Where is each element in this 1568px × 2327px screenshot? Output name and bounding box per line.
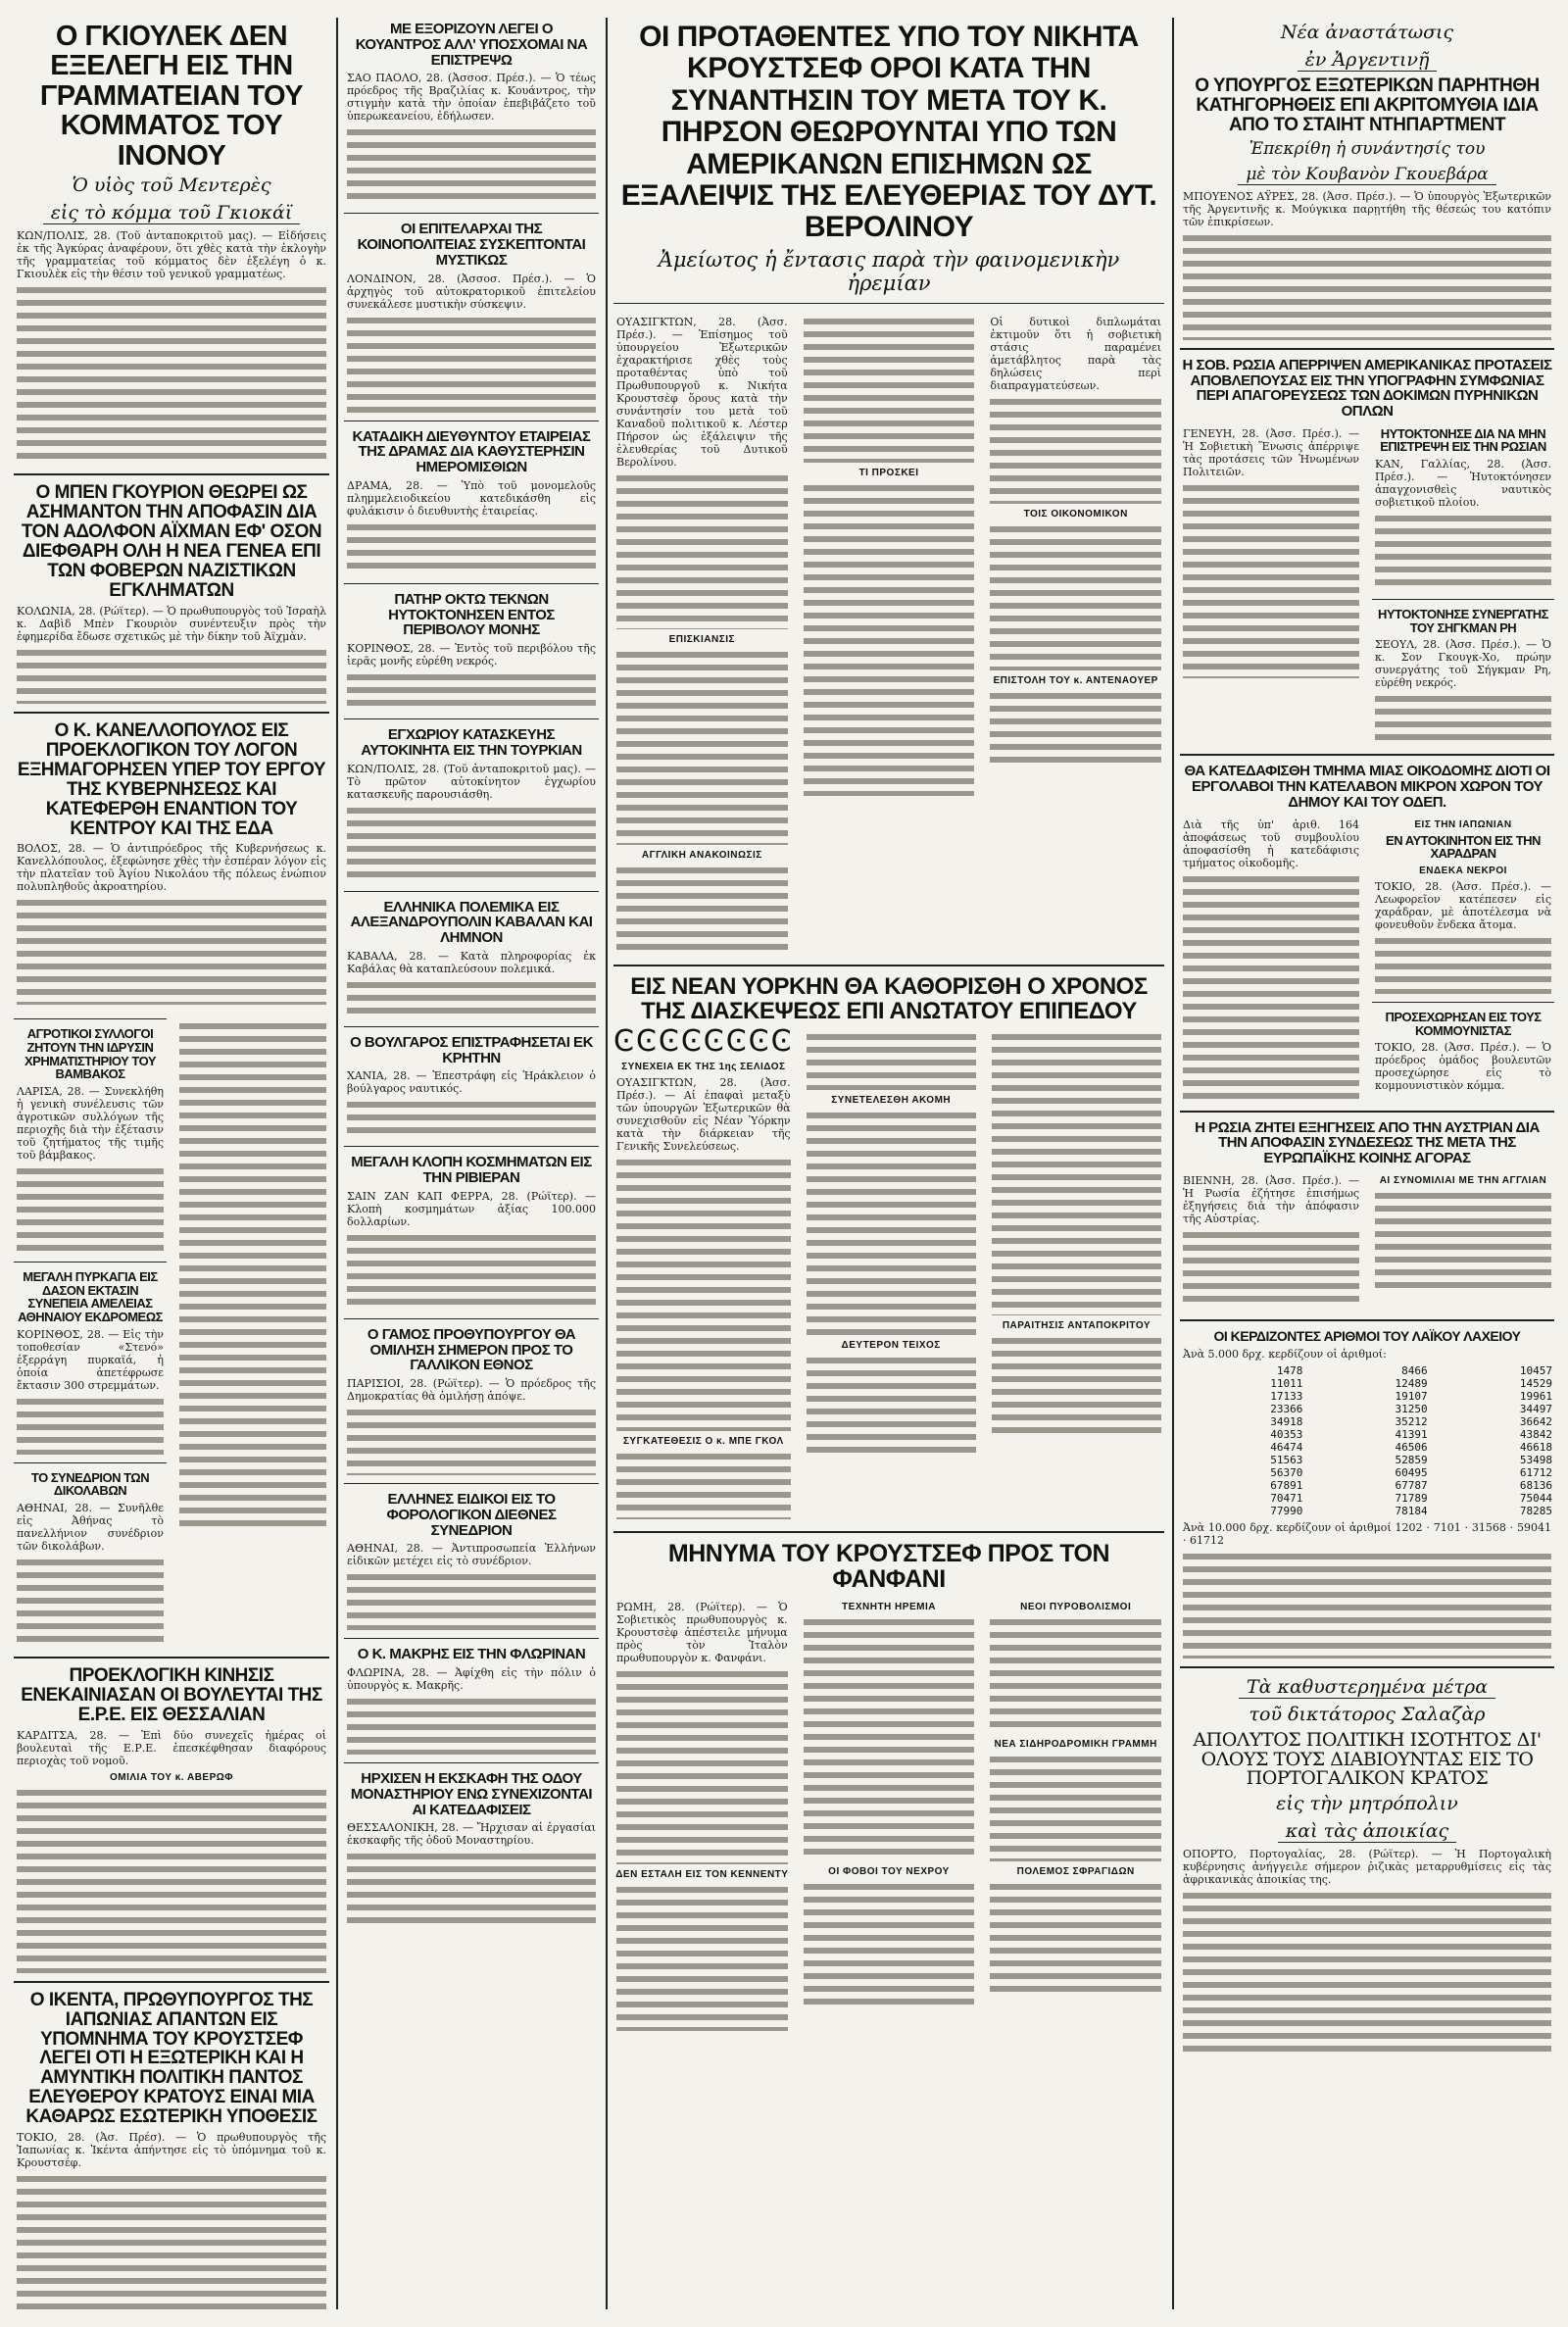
article-body-continued — [1375, 1190, 1551, 1288]
lottery-number: 8466 — [1401, 1363, 1428, 1377]
lottery-row — [1180, 1377, 1554, 1390]
article-body: ΧΑΝΙΑ, 28. — Ἐπεστράφη εἰς Ἡράκλειον ὁ βούλγαρος ναυτικός. — [347, 1069, 596, 1096]
article-body-continued — [616, 1157, 791, 1431]
divider — [1180, 1666, 1554, 1668]
article-body-continued — [616, 1451, 791, 1519]
subhead: ΣΥΓΚΑΤΕΘΕΣΙΣ Ο κ. ΜΠΕ ΓΚΟΛ — [622, 1436, 784, 1448]
headline: Η ΡΩΣΙΑ ΖΗΤΕΙ ΕΞΗΓΗΣΕΙΣ ΑΠΟ ΤΗΝ ΑΥΣΤΡΙΑΝ ΔΙΑ ΤΗΝ ΑΠΟΦΑΣΙΝ ΣΥΝΔΕΣΕΩΣ ΤΗΣ ΜΕΤΑ ΤΗΣ ΕΥΡΩΠΑΪΚΗΣ ΚΟΙΝΗΣ ΑΓΟΡΑΣ — [1195, 1118, 1540, 1167]
divider — [344, 891, 599, 892]
lottery-number: 40353 — [1270, 1427, 1303, 1441]
article-body-continued — [616, 649, 788, 845]
msg-col-b — [801, 1597, 978, 2035]
lottery-table — [1180, 1364, 1554, 1517]
msg-col-c — [987, 1597, 1164, 2035]
article-body-continued — [616, 1668, 788, 1864]
article-body: ΤΟΚΙΟ, 28. (Ἀσ. Πρέσ). — Ὁ πρωθυπουργὸς τῆς Ἰαπωνίας κ. Ἰκέντα ἀπήντησε εἰς τὸ ὑπόμνημα τοῦ κ. Κρουστσέφ. — [17, 2131, 326, 2170]
article-body: ΟΥΑΣΙΓΚΤΩΝ, 28. (Ἀσσ. Πρέσ.). — Αἱ ἐπαφαὶ μεταξὺ τῶν ὑπουργῶν Ἐξωτερικῶν θὰ συνεχισθοῦν εἰς Νέαν Ὑόρκην κατὰ τὴν διάρκειαν τῆς Γενικῆς Συνελεύσεως. — [616, 1076, 791, 1154]
deck-text: Τὰ καθυστερημένα μέτρα — [1239, 1676, 1495, 1699]
article-body-continued — [616, 865, 788, 953]
story-ben-gurion — [14, 483, 329, 704]
lottery-number: 14529 — [1519, 1376, 1552, 1390]
headline: ΗΡΧΙΣΕΝ Η ΕΚΣΚΑΦΗ ΤΗΣ ΟΔΟΥ ΜΟΝΑΣΤΗΡΙΟΥ ΕΝΩ ΣΥΝΕΧΙΖΟΝΤΑΙ ΑΙ ΚΑΤΕΔΑΦΙΣΕΙΣ — [350, 1770, 593, 1818]
lottery-number: 17133 — [1270, 1389, 1303, 1403]
story-bulgarian — [344, 1035, 599, 1139]
lottery-number: 36642 — [1519, 1414, 1552, 1428]
divider — [1180, 1111, 1554, 1113]
article-body: ΑΘΗΝΑΙ, 28. — Συνῆλθε εἰς Ἀθήνας τὸ πανελλήνιον συνέδριον τῶν δικολάβων. — [17, 1501, 164, 1553]
lottery-number: 1478 — [1276, 1363, 1303, 1377]
story-warships — [344, 900, 599, 1018]
article-body: ΔΡΑΜΑ, 28. — Ὑπὸ τοῦ μονομελοῦς πλημμελειοδικείου κατεδικάσθη εἰς φυλάκισιν ὁ διευθυντὴς ἑταιρείας. — [347, 478, 596, 518]
story-commonwealth — [344, 222, 599, 412]
headline: ΕΓΧΩΡΙΟΥ ΚΑΤΑΣΚΕΥΗΣ ΑΥΤΟΚΙΝΗΤΑ ΕΙΣ ΤΗΝ ΤΟΥΡΚΙΑΝ — [361, 726, 582, 759]
left — [1180, 423, 1362, 747]
lottery-number: 67787 — [1395, 1478, 1428, 1492]
divider — [14, 1018, 167, 1019]
divider — [344, 718, 599, 719]
divider — [613, 1531, 1164, 1533]
ornament-wave: ϾϾϾϾϾϾϾϾ — [613, 1027, 794, 1058]
left — [1180, 1170, 1362, 1312]
column-3 — [613, 18, 1164, 2309]
subhead: ΠΑΡΑΙΤΗΣΙΣ ΑΝΤΑΠΟΚΡΙΤΟΥ — [1002, 1320, 1151, 1332]
lottery-row — [1180, 1441, 1554, 1454]
divider — [14, 712, 329, 714]
story-nuclear-tests — [1180, 358, 1554, 747]
right — [1372, 423, 1554, 747]
lottery-number: 41391 — [1395, 1427, 1428, 1441]
divider — [344, 1318, 599, 1319]
deck — [1180, 1676, 1554, 1698]
lottery-number: 51563 — [1270, 1453, 1303, 1466]
article-body-continued — [347, 1571, 596, 1630]
article-body: ΚΑΝ, Γαλλίας, 28. (Ἀσσ. Πρέσ.). — Ἠυτοκτόνησεν ἀπαγχονισθεὶς ναυτικὸς σοβιετικοῦ πλοίου. — [1375, 458, 1551, 510]
article-body: ΛΟΝΔΙΝΟΝ, 28. (Ἀσσοσ. Πρέσ.). — Ὁ ἀρχηγὸς τοῦ αὐτοκρατορικοῦ ἐπιτελείου συνεκάλεσε μυστικὴν σύσκεψιν. — [347, 272, 596, 311]
deck — [1180, 49, 1554, 71]
article-body-continued — [1183, 1229, 1359, 1308]
article-body: ΚΟΡΙΝΘΟΣ, 28. — Ἐντὸς τοῦ περιβόλου τῆς ἱερᾶς μονῆς εὑρέθη νεκρός. — [347, 642, 596, 668]
article-body: ΡΩΜΗ, 28. (Ρώϊτερ). — Ὁ Σοβιετικὸς πρωθυπουργὸς κ. Κρουστσὲφ ἀπέστειλε μήνυμα πρὸς τὸν Ἰταλὸν πρωθυπουργὸν κ. Φανφάνι. — [616, 1600, 788, 1664]
article-body: ΛΑΡΙΣΑ, 28. — Συνεκλήθη ἡ γενικὴ συνέλευσις τῶν ἀγροτικῶν συλλόγων τῆς περιοχῆς διὰ τὴν ἐξέτασιν τοῦ ζητήματος τῆς τιμῆς τοῦ βάμβακος. — [17, 1085, 164, 1162]
article-body-continued — [804, 1881, 975, 2008]
story-salazar — [1180, 1676, 1554, 2057]
headline: Η ΣΟΒ. ΡΩΣΙΑ ΑΠΕΡΡΙΨΕΝ ΑΜΕΡΙΚΑΝΙΚΑΣ ΠΡΟΤΑΣΕΙΣ ΑΠΟΒΛΕΠΟΥΣΑΣ ΕΙΣ ΤΗΝ ΥΠΟΓΡΑΦΗΝ ΣΥΜΦΩΝΙΑΣ ΠΕΡΙ ΑΠΑΓΟΡΕΥΣΕΩΣ ΤΩΝ ΔΟΚΙΜΩΝ ΠΥΡΗΝΙΚΩΝ ΟΠΛΩΝ — [1182, 356, 1552, 421]
article-body-continued — [1375, 693, 1551, 742]
ny-columns — [613, 1027, 1164, 1523]
article-body-continued — [347, 1232, 596, 1311]
article-body-continued — [804, 316, 975, 463]
ny-col-a — [613, 1027, 794, 1523]
lottery-number: 46474 — [1270, 1440, 1303, 1454]
headline: Ο ΥΠΟΥΡΓΟΣ ΕΞΩΤΕΡΙΚΩΝ ΠΑΡΗΤΗΘΗ ΚΑΤΗΓΟΡΗΘΕΙΣ ΕΠΙ ΑΚΡΙΤΟΜΥΘΙΑ ΙΔΙΑ ΑΠΟ ΤΟ ΣΤΑΙΗΤ ΝΤΗΠΑΡΤΜΕΝΤ — [1195, 75, 1540, 135]
lottery-row — [1180, 1415, 1554, 1428]
headline: ΤΟ ΣΥΝΕΔΡΙΟΝ ΤΩΝ ΔΙΚΟΛΑΒΩΝ — [30, 1469, 150, 1499]
column-1 — [14, 18, 329, 2309]
divider — [344, 1026, 599, 1027]
divider — [1372, 1002, 1554, 1003]
two-col — [1180, 815, 1554, 1103]
subhead: ΕΝΔΕΚΑ ΝΕΚΡΟΙ — [1419, 865, 1507, 876]
divider — [1372, 599, 1554, 600]
subhead: ΟΜΙΛΙΑ ΤΟΥ κ. ΑΒΕΡΩΦ — [110, 1771, 233, 1783]
article-body: ΜΠΟΥΕΝΟΣ ΑΫΡΕΣ, 28. (Ἀσσ. Πρέσ.). — Ὁ ὑπουργὸς Ἐξωτερικῶν τῆς Ἀργεντινῆς κ. Μούγκικα παρῃτήθη τῆς θέσεώς του κατόπιν τῶν ἐπικρίσεων. — [1183, 189, 1551, 228]
article-body-continued — [807, 1031, 976, 1090]
article-body-continued — [17, 1165, 164, 1254]
story-quadros — [344, 22, 599, 205]
subhead: ΕΠΙΣΚΙΑΝΣΙΣ — [668, 633, 736, 645]
lottery-number: 46618 — [1519, 1440, 1552, 1454]
article-body-continued — [1375, 513, 1551, 591]
lottery-number: 77990 — [1270, 1504, 1303, 1517]
lottery-number: 56370 — [1270, 1465, 1303, 1479]
story-ikeda — [14, 1991, 329, 2309]
lottery-number: 78285 — [1519, 1504, 1552, 1517]
article-body-continued — [616, 1884, 788, 2031]
article-body: ΚΩΝ/ΠΟΛΙΣ, 28. (Τοῦ ἀνταποκριτοῦ μας). — Τὸ πρῶτον αὐτοκίνητον ἐγχωρίου κατασκευῆς παρουσιάσθη. — [347, 762, 596, 801]
article-body: ΑΘΗΝΑΙ, 28. — Ἀντιπροσωπεία Ἑλλήνων εἰδικῶν μετέχει εἰς τὸ συνέδριον. — [347, 1542, 596, 1568]
article-body-continued — [990, 690, 1161, 768]
lead-columns — [613, 312, 1164, 957]
divider — [344, 1146, 599, 1147]
article-body: ΤΟΚΙΟ, 28. (Ἀσσ. Πρέσ.). — Λεωφορεῖον κατέπεσεν εἰς χαράδραν, μὲ ἀποτέλεσμα νὰ φονευθοῦν ἕνδεκα ἄτομα. — [1375, 879, 1551, 931]
divider — [14, 1262, 167, 1263]
article-body-continued — [347, 1407, 596, 1475]
article-body-continued — [17, 1787, 326, 1973]
article-body-continued — [990, 1881, 1161, 1999]
deck-text: εἰς τὸ κόμμα τοῦ Γκιοκάϊ — [43, 202, 301, 224]
article-body: ΒΟΛΟΣ, 28. — Ὁ ἀντιπρόεδρος τῆς Κυβερνήσεως κ. Κανελλόπουλος, ἐξεφώνησε χθὲς τὴν ἑσπέραν λόγον εἰς τὴν πλατεῖαν τοῦ Ἁγίου Νικολάου τῆς πόλεως ἐνώπιον πολυπληθοῦς ἀκροατηρίου. — [17, 842, 326, 894]
lottery-number: 34918 — [1270, 1414, 1303, 1428]
article-body-continued — [1183, 1551, 1551, 1659]
divider — [14, 1462, 167, 1463]
subhead: ΑΓΓΛΙΚΗ ΑΝΑΚΟΙΝΩΣΙΣ — [641, 849, 762, 861]
story-kanellopoulos — [14, 721, 329, 1006]
subhead: ΔΕΝ ΕΣΤΑΛΗ ΕΙΣ ΤΟΝ ΚΕΝΝΕΝΤΥ — [615, 1868, 789, 1880]
lottery-number: 78184 — [1395, 1504, 1428, 1517]
lottery-number: 11011 — [1270, 1376, 1303, 1390]
deck: Ὁ υἱὸς τοῦ Μεντερὲς — [72, 174, 271, 197]
lottery-number: 52859 — [1395, 1453, 1428, 1466]
story-fanfani — [613, 1541, 1164, 2035]
headline: ΜΗΝΥΜΑ ΤΟΥ ΚΡΟΥΣΤΣΕΦ ΠΡΟΣ ΤΟΝ ΦΑΝΦΑΝΙ — [667, 1540, 1110, 1594]
lottery-number: 19961 — [1519, 1389, 1552, 1403]
divider — [344, 583, 599, 584]
left — [1180, 815, 1362, 1103]
deck: Νέα ἀναστάτωσις — [1280, 22, 1454, 43]
two-col — [1180, 1170, 1554, 1312]
lottery-row — [1180, 1390, 1554, 1403]
subhead: ΕΙΣ ΤΗΝ ΙΑΠΩΝΙΑΝ — [1414, 818, 1512, 830]
headline: ΠΑΤΗΡ ΟΚΤΩ ΤΕΚΝΩΝ ΗΥΤΟΚΤΟΝΗΣΕΝ ΕΝΤΟΣ ΠΕΡΙΒΟΛΟΥ ΜΟΝΗΣ — [388, 590, 555, 639]
article-body-continued — [17, 897, 326, 1005]
lottery-number: 12489 — [1395, 1376, 1428, 1390]
article-body: ΟΠΟΡΤΟ, Πορτογαλίας, 28. (Ρώϊτερ). — Ἡ Πορτογαλικὴ κυβέρνησις ἀνήγγειλε σήμερον ῥιζικὰς μεταρρυθμίσεις εἰς τὰς ἀφρικανικὰς ἀποικίας της. — [1183, 1848, 1551, 1887]
article-body: ΦΛΩΡΙΝΑ, 28. — Ἀφίχθη εἰς τὴν πόλιν ὁ ὑπουργὸς κ. Μακρῆς. — [347, 1666, 596, 1692]
story-khrushchev-lead — [613, 22, 1164, 957]
article-body: ΣΑΟ ΠΑΟΛΟ, 28. (Ἀσσοσ. Πρέσ.). — Ὁ τέως πρόεδρος τῆς Βραζιλίας κ. Κουάντρος, τὴν στιγμὴν κατὰ τὴν ὁποίαν ἐπεβιβάζετο τοῦ ὑπερωκεανείου, ἐδήλωσεν. — [347, 72, 596, 124]
lottery-number: 31250 — [1395, 1402, 1428, 1415]
subhead: ΑΙ ΣΥΝΟΜΙΛΙΑΙ ΜΕ ΤΗΝ ΑΓΓΛΙΑΝ — [1379, 1174, 1547, 1186]
headline: ΕΝ ΑΥΤΟΚΙΝΗΤΟΝ ΕΙΣ ΤΗΝ ΧΑΡΑΔΡΑΝ — [1386, 832, 1541, 862]
article-body-continued — [17, 647, 326, 704]
deck-text: καὶ τὰς ἀποικίας — [1278, 1820, 1456, 1843]
article-body-continued — [1183, 873, 1359, 1099]
lottery-number: 34497 — [1519, 1402, 1552, 1415]
two-col — [1180, 423, 1554, 747]
article-body-continued — [347, 1851, 596, 1929]
headline: ΚΑΤΑΔΙΚΗ ΔΙΕΥΘΥΝΤΟΥ ΕΤΑΙΡΕΙΑΣ ΤΗΣ ΔΡΑΜΑΣ ΔΙΑ ΚΑΘΥΣΤΕΡΗΣΙΝ ΗΜΕΡΟΜΙΣΘΙΩΝ — [352, 427, 591, 475]
article-body-continued — [807, 1110, 976, 1335]
article-body-continued — [992, 1031, 1161, 1315]
deck — [1180, 165, 1554, 184]
subhead: ΝΕΟΙ ΠΥΡΟΒΟΛΙΣΜΟΙ — [1020, 1601, 1132, 1612]
subhead: ΣΥΝΕΧΕΙΑ ΕΚ ΤΗΣ 1ης ΣΕΛΙΔΟΣ — [621, 1062, 786, 1073]
article-body: ΒΙΕΝΝΗ, 28. (Ἀσσ. Πρέσ.). — Ἡ Ρωσία ἐζήτησε ἐπισήμως ἐξηγήσεις διὰ τὴν ἀπόφασιν τῆς Αὐστρίας. — [1183, 1173, 1359, 1225]
column-4 — [1180, 18, 1554, 2309]
article-body-continued — [990, 1754, 1161, 1861]
split-left — [14, 1011, 167, 1648]
article-body: ΚΑΒΑΛΑ, 28. — Κατὰ πληροφορίας ἐκ Καβάλας θὰ καταπλεύσουν πολεμικά. — [347, 949, 596, 975]
subhead: ΟΙ ΦΟΒΟΙ ΤΟΥ ΝΕΧΡΟΥ — [828, 1865, 950, 1877]
story-argentina — [1180, 22, 1554, 340]
article-body-continued — [990, 523, 1161, 670]
deck: Ἐπεκρίθη ἡ συνάντησίς του — [1249, 138, 1486, 159]
subhead: ΤΙ ΠΡΟΣΚΕΙ — [858, 467, 919, 478]
lottery-number: 75044 — [1519, 1491, 1552, 1505]
deck-text: ἐν Ἀργεντινῇ — [1298, 49, 1438, 72]
article-body-continued — [804, 482, 975, 796]
article-body-continued — [17, 1396, 164, 1455]
article-body: ΘΕΣΣΑΛΟΝΙΚΗ, 28. — Ἤρχισαν αἱ ἐργασίαι ἐκσκαφῆς τῆς ὁδοῦ Μοναστηρίου. — [347, 1821, 596, 1848]
split-right — [176, 1011, 329, 1648]
article-body: Διὰ τῆς ὑπ' ἀριθ. 164 ἀποφάσεως τοῦ συμβουλίου ἀποφασίσθη ἡ κατεδάφισις τμήματος οἰκοδομῆς. — [1183, 817, 1359, 869]
article-body-continued — [1183, 232, 1551, 340]
story-austria — [1180, 1120, 1554, 1312]
article-body-continued — [17, 2173, 326, 2309]
lottery-number: 43842 — [1519, 1427, 1552, 1441]
subhead: ΔΕΥΤΕΡΟΝ ΤΕΙΧΟΣ — [841, 1340, 941, 1352]
column-rule — [336, 18, 338, 2309]
headline: ΗΥΤΟΚΤΟΝΗΣΕ ΔΙΑ ΝΑ ΜΗΝ ΕΠΙΣΤΡΕΨΗ ΕΙΣ ΤΗΝ ΡΩΣΙΑΝ — [1380, 425, 1546, 455]
lottery-number: 70471 — [1270, 1491, 1303, 1505]
lead-col-c — [987, 312, 1164, 957]
article-body-continued — [347, 671, 596, 711]
lottery-row — [1180, 1428, 1554, 1441]
article-body-continued — [179, 1020, 326, 1530]
lottery-extra: Ἀνὰ 10.000 δρχ. κερδίζουν οἱ ἀριθμοί 1202 · 7101 · 31568 · 59041 · 61712 — [1183, 1520, 1551, 1547]
article-body-continued — [1183, 482, 1359, 678]
article-body-continued — [1375, 935, 1551, 994]
deck: εἰς τὴν μητρόπολιν — [1276, 1793, 1458, 1815]
right — [1372, 1170, 1554, 1312]
ny-col-c — [989, 1027, 1164, 1523]
headline: ΕΛΛΗΝΕΣ ΕΙΔΙΚΟΙ ΕΙΣ ΤΟ ΦΟΡΟΛΟΓΙΚΟΝ ΔΙΕΘΝΕΣ ΣΥΝΕΔΡΙΟΝ — [386, 1491, 557, 1539]
story-demolition — [1180, 764, 1554, 1102]
lottery-number: 67891 — [1270, 1478, 1303, 1492]
divider — [1180, 754, 1554, 756]
article-body-continued — [17, 284, 326, 466]
headline: Ο Κ. ΜΑΚΡΗΣ ΕΙΣ ΤΗΝ ΦΛΩΡΙΝΑΝ — [357, 1646, 586, 1663]
deck: Ἀμείωτος ἡ ἔντασις παρὰ τὴν φαινομενικὴν ἠρεμίαν — [658, 247, 1120, 295]
ny-col-b — [804, 1027, 979, 1523]
article-body-continued — [347, 979, 596, 1018]
article-body-continued — [990, 396, 1161, 504]
headline: ΟΙ ΕΠΙΤΕΛΑΡΧΑΙ ΤΗΣ ΚΟΙΝΟΠΟΛΙΤΕΙΑΣ ΣΥΣΚΕΠΤΟΝΤΑΙ ΜΥΣΤΙΚΩΣ — [357, 221, 586, 269]
subhead: ΝΕΑ ΣΙΔΗΡΟΔΡΟΜΙΚΗ ΓΡΑΜΜΗ — [994, 1738, 1157, 1750]
headline: ΑΠΟΛΥΤΟΣ ΠΟΛΙΤΙΚΗ ΙΣΟΤΗΤΟΣ ΔΙ' ΟΛΟΥΣ ΤΟΥΣ ΔΙΑΒΙΟΥΝΤΑΣ ΕΙΣ ΤΟ ΠΟΡΤΟΓΑΛΙΚΟΝ ΚΡΑΤΟΣ — [1193, 1728, 1542, 1790]
deck — [1180, 1820, 1554, 1842]
lottery-number: 10457 — [1519, 1363, 1552, 1377]
article-body-continued — [807, 1355, 976, 1453]
article-body-continued — [347, 521, 596, 575]
lead-col-a — [613, 312, 791, 957]
headline: Ο ΓΑΜΟΣ ΠΡΟΘΥΠΟΥΡΓΟΥ ΘΑ ΟΜΙΛΗΣΗ ΣΗΜΕΡΟΝ ΠΡΟΣ ΤΟ ΓΑΛΛΙΚΟΝ ΕΘΝΟΣ — [367, 1325, 576, 1374]
article-body-continued — [1183, 1890, 1551, 2056]
article-body: ΚΟΡΙΝΘΟΣ, 28. — Εἰς τὴν τοποθεσίαν «Στενό» ἐξερράγη πυρκαϊά, ἡ ὁποία ἀπετέφρωσε ἔκτασιν 300 στρεμμάτων. — [17, 1327, 164, 1392]
divider — [344, 1638, 599, 1639]
headline: ΕΙΣ ΝΕΑΝ ΥΟΡΚΗΝ ΘΑ ΚΑΘΟΡΙΣΘΗ Ο ΧΡΟΝΟΣ ΤΗΣ ΔΙΑΣΚΕΨΕΩΣ ΕΠΙ ΑΝΩΤΑΤΟΥ ΕΠΙΠΕΔΟΥ — [630, 972, 1148, 1024]
article-body-continued — [992, 1335, 1161, 1433]
divider — [14, 1657, 329, 1659]
headline: ΜΕΓΑΛΗ ΚΛΟΠΗ ΚΟΣΜΗΜΑΤΩΝ ΕΙΣ ΤΗΝ ΡΙΒΙΕΡΑΝ — [351, 1154, 592, 1186]
headline: Ο ΒΟΥΛΓΑΡΟΣ ΕΠΙΣΤΡΑΦΗΣΕΤΑΙ ΕΚ ΚΡΗΤΗΝ — [350, 1033, 593, 1066]
article-body: ΚΩΝ/ΠΟΛΙΣ, 28. (Τοῦ ἀνταποκριτοῦ μας). — Εἰδήσεις ἐκ τῆς Ἀγκύρας ἀναφέρουν, ὅτι χθὲς κατὰ τὴν ἐκλογὴν τῆς γραμματείας τοῦ κόμματος δὲν ἐξελέγη ὁ κ. Γκιουλὲκ εἰς τὴν θέσιν τοῦ γενικοῦ γραμματέως. — [17, 229, 326, 281]
lottery-number: 53498 — [1519, 1453, 1552, 1466]
lottery-number: 35212 — [1395, 1414, 1428, 1428]
lead-col-b — [801, 312, 978, 957]
subhead: ΠΟΛΕΜΟΣ ΣΦΡΑΓΙΔΩΝ — [1016, 1865, 1135, 1877]
lottery-number: 46506 — [1395, 1440, 1428, 1454]
article-body-continued — [347, 315, 596, 413]
article-body-continued — [804, 1616, 975, 1861]
headline: ΑΓΡΟΤΙΚΟΙ ΣΥΛΛΟΓΟΙ ΖΗΤΟΥΝ ΤΗΝ ΙΔΡΥΣΙΝ ΧΡΗΜΑΤΙΣΤΗΡΙΟΥ ΤΟΥ ΒΑΜΒΑΚΟΣ — [24, 1026, 156, 1082]
story-jewel-theft — [344, 1155, 599, 1311]
story-makris — [344, 1647, 599, 1755]
article-body-continued — [347, 805, 596, 883]
story-new-york — [613, 974, 1164, 1523]
article-body: ΓΕΝΕΥΗ, 28. (Ἀσσ. Πρέσ.). — Ἡ Σοβιετικὴ Ἕνωσις ἀπέρριψε τὰς προτάσεις τῶν Ἡνωμένων Πολιτειῶν. — [1183, 426, 1359, 478]
column-2 — [344, 18, 599, 2309]
lottery-number: 68136 — [1519, 1478, 1552, 1492]
headline: Ο Κ. ΚΑΝΕΛΛΟΠΟΥΛΟΣ ΕΙΣ ΠΡΟΕΚΛΟΓΙΚΟΝ ΤΟΥ ΛΟΓΟΝ ΕΞΗΜΑΓΟΡΗΣΕΝ ΥΠΕΡ ΤΟΥ ΕΡΓΟΥ ΤΗΣ ΚΥΒΕΡΝΗΣΕΩΣ ΚΑΙ ΚΑΤΕΦΕΡΘΗ ΕΝΑΝΤΙΟΝ ΤΟΥ ΚΕΝΤΡΟΥ ΚΑΙ ΤΗΣ ΕΔΑ — [17, 719, 326, 839]
right — [1372, 815, 1554, 1103]
msg-col-a — [613, 1597, 791, 2035]
lottery-row — [1180, 1479, 1554, 1492]
story-monastiriou — [344, 1771, 599, 1929]
story-ere-thessaly — [14, 1666, 329, 1973]
split-stories — [14, 1011, 329, 1648]
story-de-gaulle — [344, 1327, 599, 1475]
headline: Ο ΙΚΕΝΤΑ, ΠΡΩΘΥΠΟΥΡΓΟΣ ΤΗΣ ΙΑΠΩΝΙΑΣ ΑΠΑΝΤΩΝ ΕΙΣ ΥΠΟΜΝΗΜΑ ΤΟΥ ΚΡΟΥΣΤΣΕΦ ΛΕΓΕΙ ΟΤΙ Η ΕΞΩΤΕΡΙΚΗ ΚΑΙ Η ΑΜΥΝΤΙΚΗ ΠΟΛΙΤΙΚΗ ΠΑΝΤΟΣ ΕΛΕΥΘΕΡΟΥ ΚΡΑΤΟΥΣ ΕΙΝΑΙ ΜΙΑ ΚΑΘΑΡΩΣ ΕΣΩΤΕΡΙΚΗ ΥΠΟΘΕΣΙΣ — [25, 1989, 318, 2128]
headline: ΜΕΓΑΛΗ ΠΥΡΚΑΓΙΑ ΕΙΣ ΔΑΣΟΝ ΕΚΤΑΣΙΝ ΣΥΝΕΠΕΙΑ ΑΜΕΛΕΙΑΣ ΑΘΗΝΑΙΟΥ ΕΚΔΡΟΜΕΩΣ — [18, 1269, 163, 1324]
subhead: ΕΠΙΣΤΟΛΗ ΤΟΥ κ. ΑΝΤΕΝΑΟΥΕΡ — [993, 674, 1158, 686]
article-body: ΚΑΡΔΙΤΣΑ, 28. — Ἐπὶ δύο συνεχεῖς ἡμέρας οἱ βουλευταὶ τῆς Ε.Ρ.Ε. ἐπεσκέφθησαν διαφόρους περιοχὰς τοῦ νομοῦ. — [17, 1728, 326, 1767]
story-drama — [344, 429, 599, 575]
headline: ΘΑ ΚΑΤΕΔΑΦΙΣΘΗ ΤΜΗΜΑ ΜΙΑΣ ΟΙΚΟΔΟΜΗΣ ΔΙΟΤΙ ΟΙ ΕΡΓΟΛΑΒΟΙ ΤΗΝ ΚΑΤΕΛΑΒΟΝ ΜΙΚΡΟΝ ΧΩΡΟΝ ΤΟΥ ΔΗΜΟΥ ΚΑΙ ΤΟΥ ΟΔΕΠ. — [1184, 763, 1550, 811]
headline: ΠΡΟΣΕΧΩΡΗΣΑΝ ΕΙΣ ΤΟΥΣ ΚΟΜΜΟΥΝΙΣΤΑΣ — [1385, 1009, 1542, 1038]
article-body: ΟΥΑΣΙΓΚΤΩΝ, 28. (Ἀσσ. Πρέσ.). — Ἐπίσημος τοῦ ὑπουργείου Ἐξωτερικῶν ἐχαρακτήρισε χθὲς τοὺς προταθέντας ὑπὸ τοῦ Πρωθυπουργοῦ κ. Νικήτα Κρουστσὲφ ὅρους κατὰ τὴν συνάντησίν του μετὰ τοῦ Καναδοῦ πολιτικοῦ κ. Λέστερ Πήρσον ὡς ἐξάλειψιν τῆς ἐλευθερίας τοῦ Δυτικοῦ Βερολίνου. — [616, 315, 788, 469]
article-body: ΣΕΟΥΛ, 28. (Ἀσσ. Πρέσ.). — Ὁ κ. Σον Γκουγκ-Χο, πρώην συνεργάτης τοῦ Σήγκμαν Ρη, εὑρέθη νεκρός. — [1375, 638, 1551, 690]
divider — [344, 213, 599, 214]
article-body-continued — [347, 1099, 596, 1138]
lead-headline: ΟΙ ΠΡΟΤΑΘΕΝΤΕΣ ΥΠΟ ΤΟΥ ΝΙΚΗΤΑ ΚΡΟΥΣΤΣΕΦ ΟΡΟΙ ΚΑΤΑ ΤΗΝ ΣΥΝΑΝΤΗΣΙΝ ΤΟΥ ΜΕΤΑ ΤΟΥ Κ. ΠΗΡΣΟΝ ΘΕΩΡΟΥΝΤΑΙ ΥΠΟ ΤΩΝ ΑΜΕΡΙΚΑΝΩΝ ΕΠΙΣΗΜΩΝ ΩΣ ΕΞΑΛΕΙΨΙΣ ΤΗΣ ΕΛΕΥΘΕΡΙΑΣ ΤΟΥ ΔΥΤ. ΒΕΡΟΛΙΝΟΥ — [620, 21, 1157, 244]
lottery-title: ΟΙ ΚΕΡΔΙΖΟΝΤΕΣ ΑΡΙΘΜΟΙ ΤΟΥ ΛΑΪΚΟΥ ΛΑΧΕΙΟΥ — [1213, 1327, 1521, 1344]
lottery-row — [1180, 1466, 1554, 1479]
headline: Ο ΓΚΙΟΥΛΕΚ ΔΕΝ ΕΞΕΛΕΓΗ ΕΙΣ ΤΗΝ ΓΡΑΜΜΑΤΕΙΑΝ ΤΟΥ ΚΟΜΜΑΤΟΣ ΤΟΥ ΙΝΟΝΟΥ — [39, 21, 304, 172]
article-body: ΚΟΛΩΝΙΑ, 28. (Ρώϊτερ). — Ὁ πρωθυπουργὸς τοῦ Ἰσραὴλ κ. Δαβὶδ Μπὲν Γκουριὸν συνέντευξιν πρὸς τὴν ἐφημερίδα ἔδωσε σχετικῶς μὲ τὴν δίκην τοῦ Ἀϊχμὰν. — [17, 604, 326, 643]
deck-text: μὲ τὸν Κουβανὸν Γκουεβάρα — [1238, 165, 1495, 185]
headline: ΠΡΟΕΚΛΟΓΙΚΗ ΚΙΝΗΣΙΣ ΕΝΕΚΑΙΝΙΑΣΑΝ ΟΙ ΒΟΥΛΕΥΤΑΙ ΤΗΣ Ε.Ρ.Ε. ΕΙΣ ΘΕΣΣΑΛΙΑΝ — [21, 1664, 322, 1725]
divider — [14, 473, 329, 475]
article-body-continued — [347, 126, 596, 205]
column-rule — [606, 18, 608, 2309]
subhead: ΤΟΙΣ ΟΙΚΟΝΟΜΙΚΟΝ — [1023, 508, 1128, 520]
lottery-row — [1180, 1454, 1554, 1466]
article-body-continued — [347, 1696, 596, 1755]
divider — [613, 303, 1164, 304]
deck — [14, 202, 329, 223]
divider — [613, 965, 1164, 966]
divider — [14, 1981, 329, 1983]
article-body-continued — [17, 1557, 164, 1645]
article-body-continued — [990, 1616, 1161, 1734]
lottery-results — [1180, 1329, 1554, 1659]
article-body-continued — [616, 472, 788, 629]
story-giulek — [14, 22, 329, 466]
article-body: ΤΟΚΙΟ, 28. (Ἀσσ. Πρέσ.). — Ὁ πρόεδρος ὁμάδος βουλευτῶν προσεχώρησε εἰς τὸ κομμουνιστικὸν κόμμα. — [1375, 1041, 1551, 1093]
divider — [1180, 1319, 1554, 1321]
headline: ΕΛΛΗΝΙΚΑ ΠΟΛΕΜΙΚΑ ΕΙΣ ΑΛΕΞΑΝΔΡΟΥΠΟΛΙΝ ΚΑΒΑΛΑΝ ΚΑΙ ΛΗΜΝΟΝ — [350, 898, 593, 946]
lottery-row — [1180, 1364, 1554, 1377]
divider — [1180, 348, 1554, 350]
story-turkish-cars — [344, 727, 599, 883]
lottery-row — [1180, 1492, 1554, 1505]
article-body: ΣΑΙΝ ΖΑΝ ΚΑΠ ΦΕΡΡΑ, 28. (Ρώϊτερ). — Κλοπὴ κοσμημάτων ἀξίας 100.000 δολλαρίων. — [347, 1189, 596, 1228]
lottery-number: 60495 — [1395, 1465, 1428, 1479]
lottery-number: 23366 — [1270, 1402, 1303, 1415]
lottery-note: Ἀνὰ 5.000 δρχ. κερδίζουν οἱ ἀριθμοί: — [1183, 1347, 1387, 1361]
lottery-number: 71789 — [1395, 1491, 1428, 1505]
column-rule — [1172, 18, 1174, 2309]
headline: Ο ΜΠΕΝ ΓΚΟΥΡΙΟΝ ΘΕΩΡΕΙ ΩΣ ΑΣΗΜΑΝΤΟΝ ΤΗΝ ΑΠΟΦΑΣΙΝ ΔΙΑ ΤΟΝ ΑΔΟΛΦΟΝ ΑΪΧΜΑΝ ΕΦ' ΟΣΟΝ ΔΙΕΦΘΑΡΗ ΟΛΗ Η ΝΕΑ ΓΕΝΕΑ ΕΠΙ ΤΩΝ ΦΟΒΕΡΩΝ ΝΑΖΙΣΤΙΚΩΝ ΕΓΚΛΗΜΑΤΩΝ — [21, 482, 322, 601]
divider — [344, 1483, 599, 1484]
lottery-row — [1180, 1403, 1554, 1415]
subhead: ΣΥΝΕΤΕΛΕΣΘΗ ΑΚΟΜΗ — [831, 1095, 952, 1107]
headline: ΗΥΤΟΚΤΟΝΗΣΕ ΣΥΝΕΡΓΑΤΗΣ ΤΟΥ ΣΗΓΚΜΑΝ ΡΗ — [1378, 607, 1548, 635]
headline: ΜΕ ΕΞΟΡΙΖΟΥΝ ΛΕΓΕΙ Ο ΚΟΥΑΝΤΡΟΣ ΑΛΛ' ΥΠΟΣΧΟΜΑΙ ΝΑ ΕΠΙΣΤΡΕΨΩ — [355, 21, 588, 69]
article-body: ΠΑΡΙΣΙΟΙ, 28. (Ρώϊτερ). — Ὁ πρόεδρος τῆς Δημοκρατίας θὰ ὁμιλήσῃ ἀπόψε. — [347, 1377, 596, 1403]
deck: τοῦ δικτάτορος Σαλαζὰρ — [1249, 1703, 1486, 1725]
divider — [344, 1762, 599, 1763]
article-body: Οἱ δυτικοὶ διπλωμάται ἐκτιμοῦν ὅτι ἡ σοβιετικὴ στάσις παραμένει ἀμετάβλητος παρὰ τὰς δηλώσεις περὶ διαπραγματεύσεων. — [990, 315, 1162, 392]
story-tax-congress — [344, 1492, 599, 1630]
lottery-number: 19107 — [1395, 1389, 1428, 1403]
subhead: ΤΕΧΝΗΤΗ ΗΡΕΜΙΑ — [842, 1601, 936, 1612]
lottery-number: 61712 — [1519, 1465, 1552, 1479]
story-father — [344, 592, 599, 711]
msg-columns — [613, 1597, 1164, 2035]
lottery-row — [1180, 1505, 1554, 1517]
